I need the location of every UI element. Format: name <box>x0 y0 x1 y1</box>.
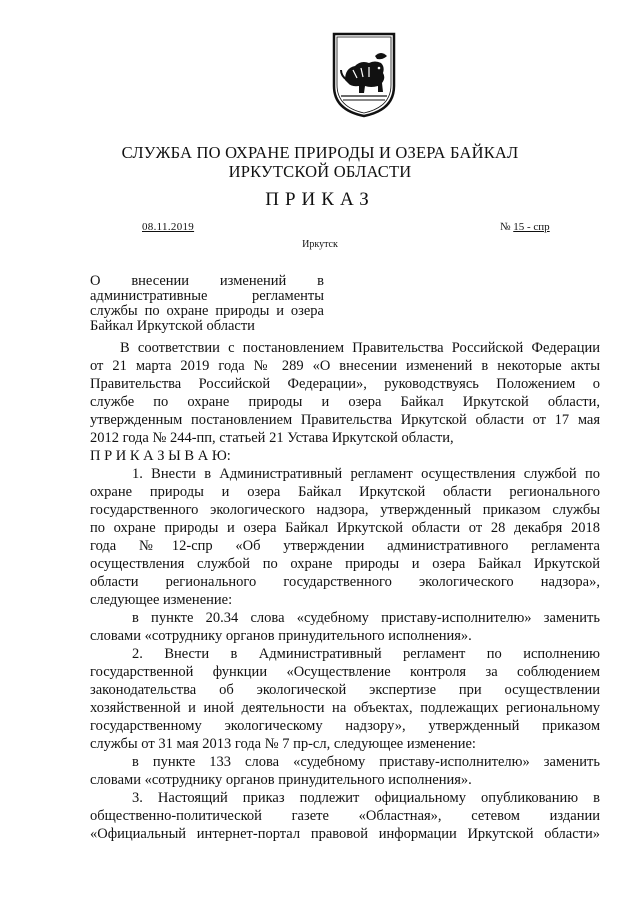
body-line: словами «сотруднику органов принудительного исполнения». <box>90 628 472 644</box>
body-line: года №12-спр «Об утверждении административного регламента <box>90 538 600 554</box>
agency-name-line2: ИРКУТСКОЙ ОБЛАСТИ <box>228 162 412 181</box>
body-line: 2012 года № 244-пп, статьей 21 Устава Иркутской области, <box>90 430 454 446</box>
body-line: государственному экологическому надзору», утвержденный приказом <box>90 718 600 734</box>
order-decree-word: П Р И К А З Ы В А Ю: <box>90 448 231 464</box>
body-line: словами «сотруднику органов принудительного исполнения». <box>90 772 472 788</box>
body-line: 2. Внести в Административный регламент по исполнению <box>132 646 600 662</box>
body-line: 1. Внести в Административный регламент осуществления службой по <box>132 466 600 482</box>
body-line: В соответствии с постановлением Правительства Российской Федерации <box>120 340 600 356</box>
subject-line: службы по охране природы и озера <box>90 304 324 319</box>
body-line: законодательства об экологической экспертизе при осуществлении <box>90 682 600 698</box>
body-line: хозяйственной и иной деятельности на объектах, подлежащих региональному <box>90 700 600 716</box>
document-number <box>500 221 550 233</box>
body-line: государственного экологического надзора, утвержденный приказом службы <box>90 502 600 518</box>
body-line: в пункте 133 слова «судебному приставу-исполнителю» заменить <box>132 754 600 770</box>
body-line: охране природы и озера Байкал Иркутской области регионального <box>90 484 600 500</box>
subject-line: Байкал Иркутской области <box>90 319 255 334</box>
body-line: области регионального государственного экологического надзора», <box>90 574 600 590</box>
document-city: Иркутск <box>302 239 338 250</box>
body-line: государственной функции «Осуществление контроля за соблюдением <box>90 664 600 680</box>
body-line: от 21 марта 2019 года № 289 «О внесении изменений в некоторые акты <box>90 358 600 374</box>
body-line: осуществления службой по охране природы и озера Байкал Иркутской <box>90 556 600 572</box>
number-value: 15 - спр <box>513 221 550 233</box>
body-line: в пункте 20.34 слова «судебному приставу-исполнителю» заменить <box>132 610 600 626</box>
document-date: 08.11.2019 <box>142 221 195 233</box>
order-body <box>90 339 600 843</box>
body-line: общественно-политической газете «Областная», сетевом издании <box>90 808 600 824</box>
subject-line: О внесении изменений в <box>90 274 324 289</box>
body-line: по охране природы и озера Байкал Иркутской области от 28 декабря 2018 <box>90 520 600 536</box>
coat-of-arms-icon <box>331 30 397 118</box>
body-line: 3. Настоящий приказ подлежит официальному опубликованию в <box>132 790 600 806</box>
agency-name-line1: СЛУЖБА ПО ОХРАНЕ ПРИРОДЫ И ОЗЕРА БАЙКАЛ <box>121 143 519 162</box>
order-subject <box>90 274 324 334</box>
number-sign: № <box>500 221 511 233</box>
body-line: «Официальный интернет-портал правовой информации Иркутской области» <box>90 826 600 842</box>
body-line: службы от 31 мая 2013 года № 7 пр-сл, следующее изменение: <box>90 736 476 752</box>
body-line: утвержденным постановлением Правительства Иркутской области от 17 мая <box>90 412 600 428</box>
body-line: Правительства Российской Федерации», руководствуясь Положением о <box>90 376 600 392</box>
body-line: следующее изменение: <box>90 592 233 608</box>
body-line: службе по охране природы и озера Байкал Иркутской области, <box>90 394 600 410</box>
subject-line: административные регламенты <box>90 289 324 304</box>
document-type-title: ПРИКАЗ <box>265 189 375 210</box>
